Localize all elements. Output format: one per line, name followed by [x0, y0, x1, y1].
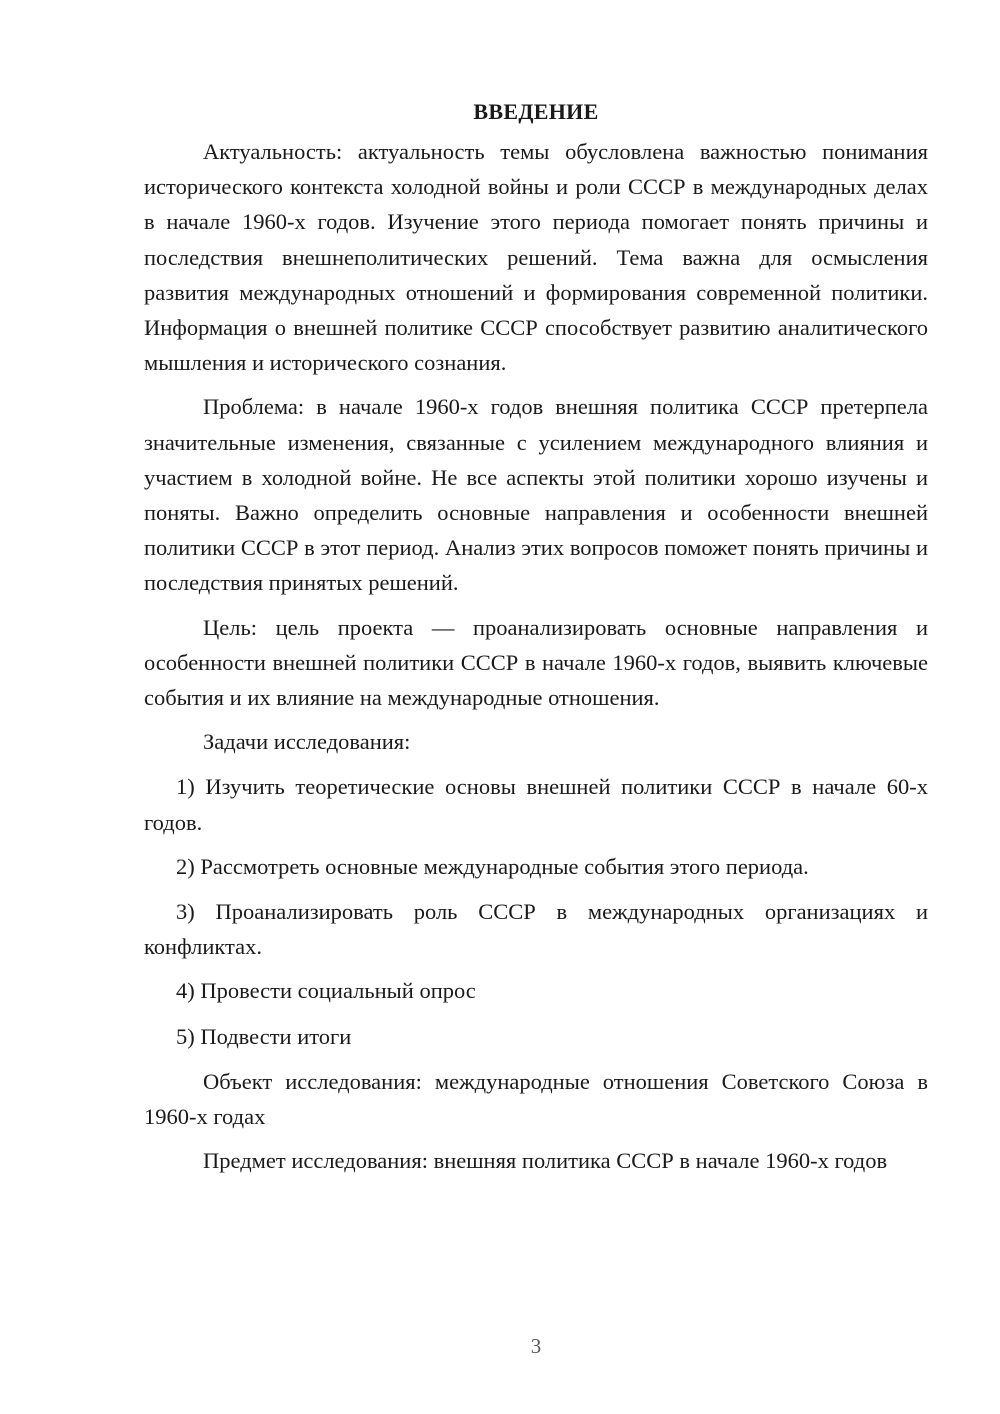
- section-heading: ВВЕДЕНИЕ: [473, 99, 599, 124]
- page-body: [144, 97, 928, 1187]
- tasks-heading: Задачи исследования:: [203, 729, 411, 755]
- goal-paragraph: Цель: цель проекта — проанализировать основные направления и особенности внешней политики СССР в начале 1960-х годов, выявить ключевые события и их влияние на международные отношения.: [144, 614, 928, 711]
- task-item: 2) Рассмотреть основные международные события этого периода.: [176, 853, 809, 879]
- task-item: 5) Подвести итоги: [176, 1023, 352, 1049]
- task-item: 4) Провести социальный опрос: [176, 978, 476, 1004]
- subject-paragraph: Предмет исследования: внешняя политика СССР в начале 1960-х годов: [203, 1148, 888, 1174]
- task-item: 1) Изучить теоретические основы внешней политики СССР в начале 60-х годов.: [144, 774, 928, 835]
- object-paragraph: Объект исследования: международные отношения Советского Союза в 1960-х годах: [144, 1068, 928, 1130]
- task-item: 3) Проанализировать роль СССР в международных организациях и конфликтах.: [144, 899, 928, 960]
- page-number: 3: [530, 1334, 542, 1358]
- relevance-paragraph: Актуальность: актуальность темы обусловлена важностью понимания исторического контекста холодной войны и роли СССР в международных делах в начале 1960-х годов. Изучение этого периода помогает понять причины и последствия внешнеполитических решений. Тема важна для осмысления развития международных отношений и формирования современной политики. Информация о внешней политике СССР способствует развитию аналитического мышления и исторического сознания.: [144, 139, 928, 376]
- problem-paragraph: Проблема: в начале 1960-х годов внешняя политика СССР претерпела значительные изменения, связанные с усилением международного влияния и участием в холодной войне. Не все аспекты этой политики хорошо изучены и поняты. Важно определить основные направления и особенности внешней политики СССР в этот период. Анализ этих вопросов поможет понять причины и последствия принятых решений.: [144, 394, 928, 596]
